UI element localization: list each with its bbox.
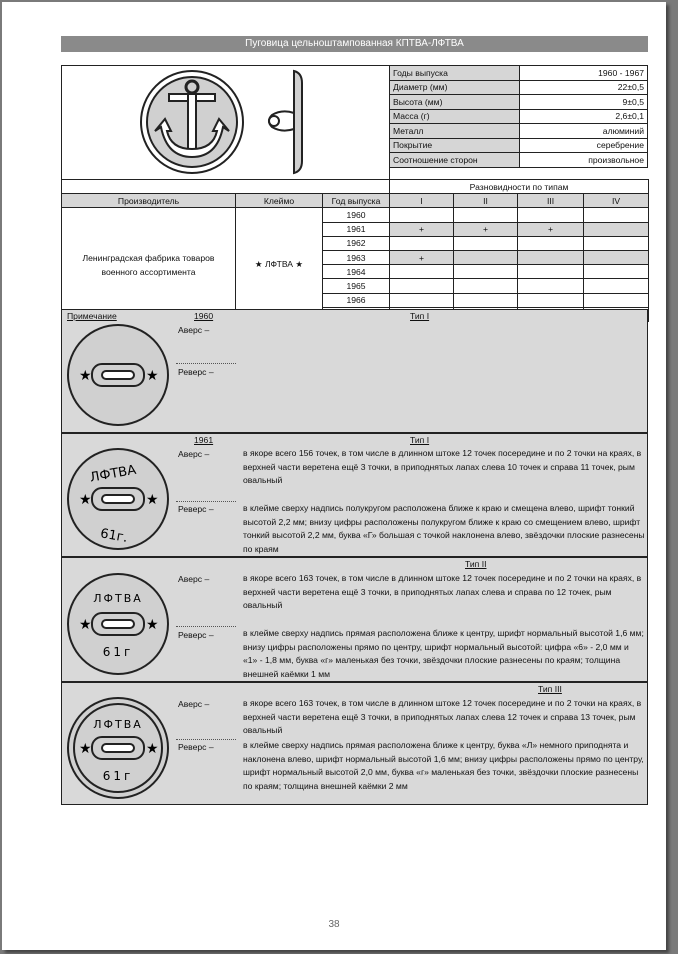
type-cell <box>584 293 649 307</box>
revers-text: в клейме сверху надпись прямая расположена ближе к центру, буква «Л» немного приподнята и наклонена влево, шрифт нормальный высотой 1,6 мм; внизу цифры расположены прямо по центру, шрифт нормальный высотой 2,0 мм, буква «г» маленькая без точки, звёздочки плоские разнесены по краям; толщина внешней каёмки 2 мм <box>243 740 644 791</box>
section-type: Тип I <box>410 435 430 445</box>
property-key: Соотношение сторон <box>390 153 520 168</box>
type-cell <box>454 279 518 293</box>
revers-text: в клейме сверху надпись прямая расположена ближе к центру, шрифт нормальный высотой 1,6 мм; внизу цифры расположены прямо по центру, шрифт нормальный высотой: цифра «6» - 2,0 мм и «1» - 1,8 мм, буква «г» маленькая без точки, звёздочки плоские разнесены по краям; толщина внешней каёмки 1 мм <box>243 628 644 679</box>
type-cell: + <box>390 250 454 264</box>
svg-text:★: ★ <box>79 617 92 633</box>
button-reverse-icon <box>66 696 170 800</box>
revers-label: Реверс – <box>178 742 214 752</box>
button-reverse-icon <box>66 447 170 551</box>
mark-cell: ★ ЛФТВА ★ <box>236 208 323 322</box>
type-cell <box>584 222 649 236</box>
col-type-2: II <box>454 194 518 208</box>
property-key: Металл <box>390 124 520 139</box>
button-profile-icon <box>262 69 312 175</box>
svg-text:★: ★ <box>146 368 159 384</box>
button-reverse-icon <box>66 323 170 427</box>
type-cell <box>390 293 454 307</box>
maker-cell: Ленинградская фабрика товаров военного ассортимента <box>62 208 236 322</box>
page-title: Пуговица цельноштампованная КПТВА-ЛФТВА <box>61 36 648 52</box>
property-value: серебрение <box>520 138 648 153</box>
type-cell: + <box>390 222 454 236</box>
type-cell <box>518 236 584 250</box>
property-row <box>390 109 648 124</box>
type-cell <box>390 279 454 293</box>
note-label: Примечание <box>67 311 117 321</box>
property-row <box>390 138 648 153</box>
svg-text:ЛФТВА: ЛФТВА <box>93 718 143 731</box>
col-year: Год выпуска <box>323 194 390 208</box>
property-key: Масса (г) <box>390 109 520 124</box>
col-maker: Производитель <box>62 194 236 208</box>
property-value: 2,6±0,1 <box>520 109 648 124</box>
year-row <box>62 208 649 222</box>
avers-label: Аверс – <box>178 699 210 709</box>
type-cell <box>584 279 649 293</box>
svg-text:★: ★ <box>146 617 159 633</box>
property-key: Покрытие <box>390 138 520 153</box>
property-row <box>390 80 648 95</box>
svg-text:61г: 61г <box>102 769 134 783</box>
section-type: Тип II <box>465 559 487 569</box>
section-year: 1961 <box>194 435 214 445</box>
property-value: произвольное <box>520 153 648 168</box>
year-cell: 1966 <box>323 293 390 307</box>
page <box>2 2 666 950</box>
type-cell <box>518 208 584 222</box>
property-value: алюминий <box>520 124 648 139</box>
property-row <box>390 95 648 110</box>
property-value: 1960 - 1967 <box>520 66 648 81</box>
button-reverse-icon <box>66 572 170 676</box>
type-cell <box>518 279 584 293</box>
anchor-button-icon <box>139 69 245 175</box>
avers-text: в якоре всего 163 точек, в том числе в длинном штоке 12 точек посередине и по 2 точки на краях, в верхней части веретена ещё 3 точки, в приподнятых лапах слева и справа по 12 точек, рым овальный <box>243 573 642 611</box>
type-cell <box>454 265 518 279</box>
type-cell <box>454 236 518 250</box>
type-cell <box>584 265 649 279</box>
section-1960 <box>61 309 648 433</box>
property-key: Годы выпуска <box>390 66 520 81</box>
properties-table <box>389 65 648 168</box>
type-cell <box>454 293 518 307</box>
type-cell <box>584 250 649 264</box>
year-cell: 1963 <box>323 250 390 264</box>
section-type-3 <box>61 682 648 805</box>
type-cell <box>390 265 454 279</box>
property-key: Высота (мм) <box>390 95 520 110</box>
type-cell <box>584 208 649 222</box>
type-cell: + <box>454 222 518 236</box>
type-cell <box>584 236 649 250</box>
type-cell <box>454 208 518 222</box>
type-cell <box>518 293 584 307</box>
property-value: 9±0,5 <box>520 95 648 110</box>
page-number: 38 <box>328 919 340 930</box>
section-year: 1960 <box>194 311 214 321</box>
revers-label: Реверс – <box>178 367 214 377</box>
property-row <box>390 124 648 139</box>
production-table <box>61 179 649 322</box>
svg-text:61г: 61г <box>102 645 134 659</box>
svg-text:★: ★ <box>79 492 92 508</box>
section-type: Тип I <box>410 311 430 321</box>
col-type-1: I <box>390 194 454 208</box>
section-type: Тип III <box>538 684 562 694</box>
year-cell: 1964 <box>323 265 390 279</box>
svg-text:★: ★ <box>79 368 92 384</box>
type-cell: + <box>518 222 584 236</box>
property-row <box>390 153 648 168</box>
type-cell <box>390 236 454 250</box>
svg-text:★: ★ <box>79 741 92 757</box>
svg-text:61г.: 61г. <box>99 526 129 546</box>
section-type-2 <box>61 557 648 682</box>
year-cell: 1962 <box>323 236 390 250</box>
avers-text: в якоре всего 163 точек, в том числе в длинном штоке 12 точек посередине и по 2 точки на краях, в верхней части веретена ещё 3 точки, в приподнятых лапах слева 12 точек и справа 13 точек, рым овальный <box>243 698 642 736</box>
avers-text: в якоре всего 156 точек, в том числе в длинном штоке 12 точек посередине и по 2 точки на краях, в верхней части веретена ещё 3 точки, в приподнятых лапах слева 10 точек и справа 11 точек, рым овальный <box>243 448 642 486</box>
type-cell <box>518 250 584 264</box>
svg-text:★: ★ <box>146 741 159 757</box>
col-type-4: IV <box>584 194 649 208</box>
revers-label: Реверс – <box>178 504 214 514</box>
svg-text:ЛФТВА: ЛФТВА <box>93 592 143 605</box>
year-cell: 1965 <box>323 279 390 293</box>
property-value: 22±0,5 <box>520 80 648 95</box>
avers-label: Аверс – <box>178 449 210 459</box>
svg-text:ЛФТВА: ЛФТВА <box>88 462 138 486</box>
section-1961-type-1 <box>61 433 648 557</box>
svg-text:★: ★ <box>146 492 159 508</box>
revers-label: Реверс – <box>178 630 214 640</box>
avers-label: Аверс – <box>178 574 210 584</box>
type-cell <box>518 265 584 279</box>
avers-label: Аверс – <box>178 325 210 335</box>
property-key: Диаметр (мм) <box>390 80 520 95</box>
type-cell <box>454 250 518 264</box>
year-cell: 1961 <box>323 222 390 236</box>
year-cell: 1960 <box>323 208 390 222</box>
property-row <box>390 66 648 81</box>
col-type-3: III <box>518 194 584 208</box>
revers-text: в клейме сверху надпись полукругом расположена ближе к краю и смещена влево, шрифт тонкий высотой 2,2 мм; внизу цифры расположены полукругом ближе к краю со смещением влево, шрифт тонкий высотой 2,2 мм, буква «Г» большая с точкой наклонена влево, звёздочки плоские разнесены по краям <box>243 503 645 554</box>
col-mark: Клеймо <box>236 194 323 208</box>
variants-header: Разновидности по типам <box>390 180 649 194</box>
type-cell <box>390 208 454 222</box>
